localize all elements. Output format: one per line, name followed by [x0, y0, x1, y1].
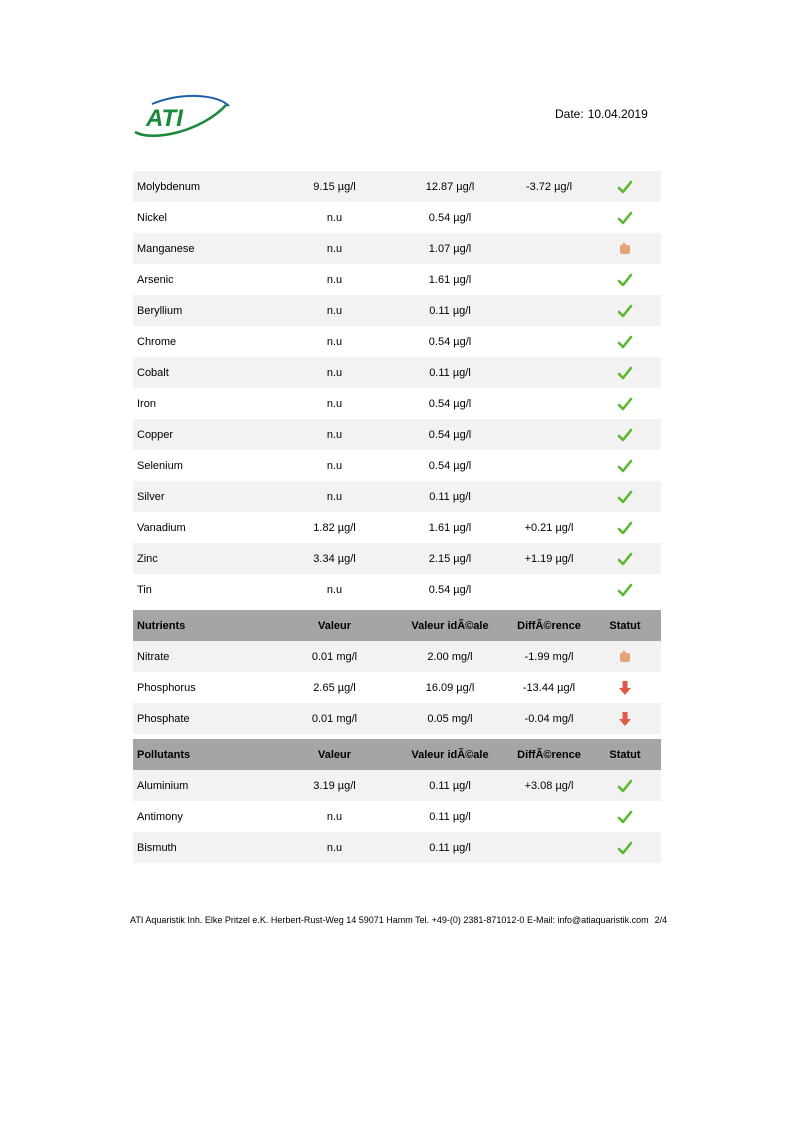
table-row	[133, 574, 661, 605]
ideal-value: 2.00 mg/l	[427, 650, 473, 663]
ideal-value: 0.11 µg/l	[429, 841, 471, 854]
measured-value: n.u	[326, 335, 343, 348]
check-icon	[617, 809, 633, 825]
warning-icon	[617, 241, 633, 257]
table-row	[133, 450, 661, 481]
section-title: Nutrients	[137, 619, 186, 632]
element-name: Nitrate	[137, 650, 170, 663]
status-cell	[589, 582, 661, 598]
status-cell	[589, 427, 661, 443]
warning-icon	[617, 649, 633, 665]
check-icon	[617, 458, 633, 474]
arrow-down-icon	[617, 711, 633, 727]
element-name: Copper	[137, 428, 174, 441]
table-row	[133, 326, 661, 357]
status-cell	[589, 809, 661, 825]
difference-value: -13.44 µg/l	[522, 681, 576, 694]
difference-value: -0.04 mg/l	[524, 712, 574, 725]
status-cell	[589, 210, 661, 226]
status-cell	[589, 334, 661, 350]
check-icon	[617, 489, 633, 505]
difference-value: +0.21 µg/l	[524, 521, 574, 534]
ideal-value: 0.54 µg/l	[428, 397, 472, 410]
element-name: Tin	[137, 583, 152, 596]
check-icon	[617, 551, 633, 567]
col-header-ideal: Valeur idÃ©ale	[411, 619, 489, 632]
element-name: Silver	[137, 490, 165, 503]
section-title: Pollutants	[137, 748, 191, 761]
status-cell	[589, 680, 661, 696]
ideal-value: 0.11 µg/l	[429, 810, 471, 823]
status-cell	[589, 778, 661, 794]
footer-contact: ATI Aquaristik Inh. Elke Pritzel e.K. Herbert-Rust-Weg 14 59071 Hamm Tel. +49-(0) 2381-871012-0 E-Mail: info@atiaquaristik.com	[130, 915, 649, 925]
difference-value: +3.08 µg/l	[524, 779, 574, 792]
element-name: Manganese	[137, 242, 195, 255]
measured-value: 0.01 mg/l	[311, 650, 358, 663]
logo-text: ATI	[146, 105, 183, 132]
element-name: Antimony	[137, 810, 183, 823]
status-cell	[589, 551, 661, 567]
measured-value: n.u	[326, 366, 343, 379]
status-cell	[589, 649, 661, 665]
table-row	[133, 543, 661, 574]
measured-value: n.u	[326, 397, 343, 410]
element-name: Beryllium	[137, 304, 183, 317]
element-name: Nickel	[137, 211, 167, 224]
col-header-ideal: Valeur idÃ©ale	[411, 748, 489, 761]
measured-value: n.u	[326, 211, 343, 224]
status-cell	[589, 272, 661, 288]
status-cell	[589, 489, 661, 505]
measured-value: n.u	[326, 273, 343, 286]
element-name: Arsenic	[137, 273, 174, 286]
page-number: 2/4	[654, 915, 668, 925]
measured-value: n.u	[326, 810, 343, 823]
status-cell	[589, 711, 661, 727]
ideal-value: 0.54 µg/l	[428, 459, 472, 472]
status-cell	[589, 396, 661, 412]
measured-value: 3.34 µg/l	[313, 552, 356, 565]
ideal-value: 12.87 µg/l	[425, 180, 475, 193]
measured-value: n.u	[326, 304, 343, 317]
element-name: Phosphorus	[137, 681, 196, 694]
difference-value: +1.19 µg/l	[524, 552, 574, 565]
report-date	[555, 107, 648, 121]
ideal-value: 0.11 µg/l	[429, 490, 471, 503]
element-name: Vanadium	[137, 521, 186, 534]
element-name: Iron	[137, 397, 156, 410]
table-row	[133, 672, 661, 703]
results-table	[133, 171, 661, 863]
ideal-value: 0.11 µg/l	[429, 304, 471, 317]
measured-value: n.u	[326, 841, 343, 854]
col-header-difference: DiffÃ©rence	[517, 748, 581, 761]
table-row	[133, 770, 661, 801]
status-cell	[589, 303, 661, 319]
table-row	[133, 295, 661, 326]
ideal-value: 0.54 µg/l	[428, 335, 472, 348]
measured-value: n.u	[326, 428, 343, 441]
table-row	[133, 801, 661, 832]
footer	[130, 915, 667, 925]
date-value: 10.04.2019	[587, 107, 648, 121]
check-icon	[617, 778, 633, 794]
measured-value: 0.01 mg/l	[311, 712, 358, 725]
check-icon	[617, 365, 633, 381]
difference-value: -1.99 mg/l	[524, 650, 574, 663]
col-header-value: Valeur	[317, 619, 352, 632]
check-icon	[617, 427, 633, 443]
element-name: Aluminium	[137, 779, 189, 792]
status-cell	[589, 365, 661, 381]
check-icon	[617, 334, 633, 350]
check-icon	[617, 210, 633, 226]
col-header-value: Valeur	[317, 748, 352, 761]
table-row	[133, 481, 661, 512]
element-name: Selenium	[137, 459, 183, 472]
ideal-value: 0.54 µg/l	[428, 583, 472, 596]
check-icon	[617, 520, 633, 536]
measured-value: 3.19 µg/l	[313, 779, 356, 792]
arrow-down-icon	[617, 680, 633, 696]
status-cell	[589, 179, 661, 195]
ideal-value: 1.61 µg/l	[428, 521, 472, 534]
section-header	[133, 739, 661, 770]
element-name: Phosphate	[137, 712, 190, 725]
table-row	[133, 388, 661, 419]
difference-value: -3.72 µg/l	[525, 180, 573, 193]
col-header-status: Statut	[609, 619, 641, 632]
table-row	[133, 264, 661, 295]
measured-value: 1.82 µg/l	[313, 521, 356, 534]
ideal-value: 0.11 µg/l	[429, 779, 471, 792]
ideal-value: 0.54 µg/l	[428, 211, 472, 224]
element-name: Chrome	[137, 335, 177, 348]
element-name: Molybdenum	[137, 180, 200, 193]
check-icon	[617, 582, 633, 598]
status-cell	[589, 458, 661, 474]
measured-value: 9.15 µg/l	[313, 180, 356, 193]
table-row	[133, 641, 661, 672]
table-row	[133, 202, 661, 233]
ideal-value: 1.61 µg/l	[428, 273, 472, 286]
measured-value: n.u	[326, 242, 343, 255]
measured-value: n.u	[326, 583, 343, 596]
status-cell	[589, 241, 661, 257]
table-row	[133, 357, 661, 388]
ideal-value: 1.07 µg/l	[428, 242, 472, 255]
ideal-value: 0.11 µg/l	[429, 366, 471, 379]
check-icon	[617, 179, 633, 195]
check-icon	[617, 303, 633, 319]
measured-value: 2.65 µg/l	[313, 681, 356, 694]
ideal-value: 0.05 mg/l	[427, 712, 473, 725]
check-icon	[617, 840, 633, 856]
status-cell	[589, 840, 661, 856]
ideal-value: 2.15 µg/l	[428, 552, 472, 565]
col-header-status: Statut	[609, 748, 641, 761]
element-name: Bismuth	[137, 841, 177, 854]
element-name: Cobalt	[137, 366, 169, 379]
col-header-difference: DiffÃ©rence	[517, 619, 581, 632]
status-cell	[589, 520, 661, 536]
table-row	[133, 703, 661, 734]
measured-value: n.u	[326, 459, 343, 472]
measured-value: n.u	[326, 490, 343, 503]
section-header	[133, 610, 661, 641]
check-icon	[617, 396, 633, 412]
table-row	[133, 233, 661, 264]
ideal-value: 0.54 µg/l	[428, 428, 472, 441]
check-icon	[617, 272, 633, 288]
table-row	[133, 512, 661, 543]
table-row	[133, 171, 661, 202]
table-row	[133, 419, 661, 450]
ati-logo	[132, 92, 232, 142]
ideal-value: 16.09 µg/l	[425, 681, 475, 694]
table-row	[133, 832, 661, 863]
element-name: Zinc	[137, 552, 158, 565]
date-label: Date:	[555, 107, 584, 121]
